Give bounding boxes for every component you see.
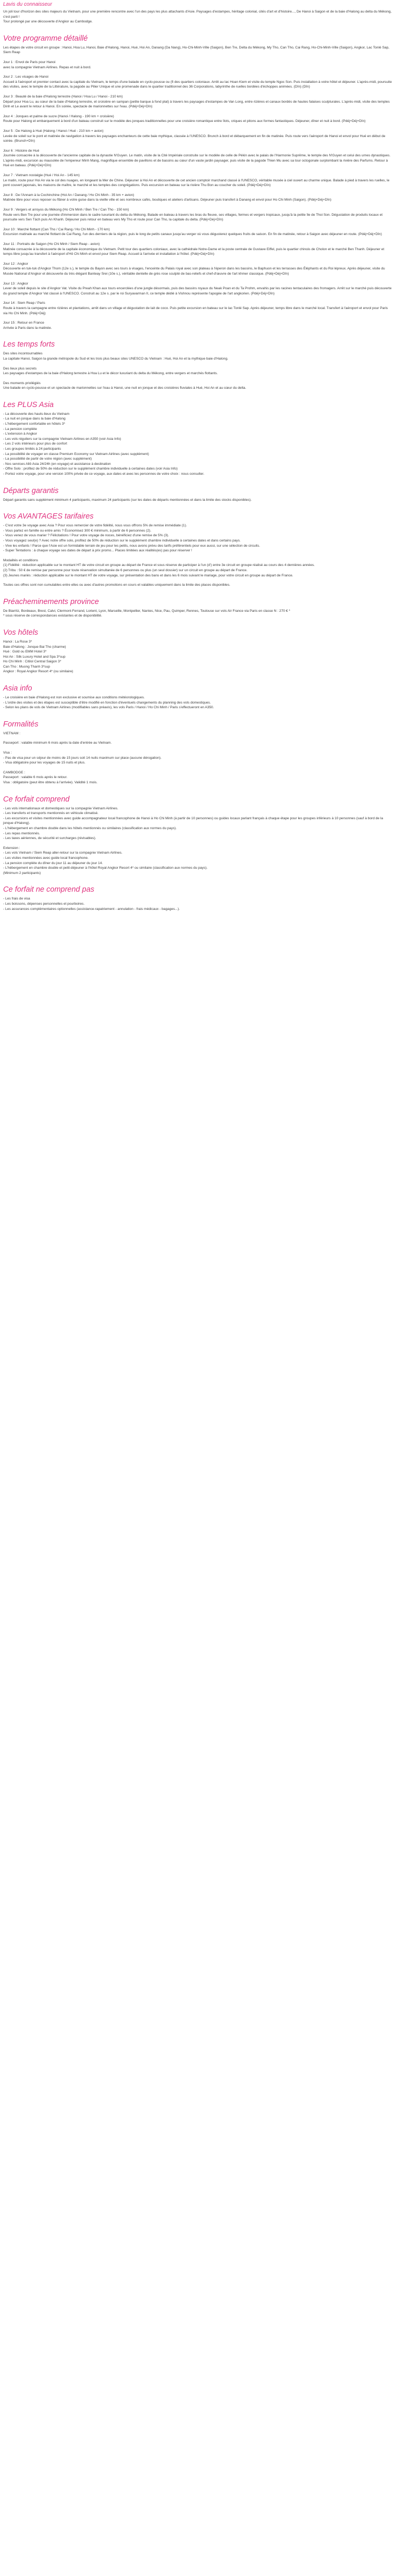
paragraph: [3, 207, 392, 223]
text-line: Hoi An : Silk Luxury Hotel and Spa 3*sup: [3, 655, 66, 659]
text-line: Départ pour Hoa Lu, au cœur de la baie d'Halong terrestre, et croisière en sampan (petite barque à fond plat) à travers les paysages d'estampes de Van Long, entre rizières et canaux bordés de hautes falaises sculpturales. L'après-midi, visite des temples Dinh et Le avant le retour à Hanoi. En soirée, spectacle de marionnettes sur l'eau. (Pdéj+Déj+Dîn): [3, 100, 390, 109]
paragraph: [3, 60, 392, 70]
text-line: Départ garantis sans supplément minimum 4 participants, maximum 24 participants (sur les dates de départs mentionnées et dans la limite des stocks disponibles).: [3, 498, 252, 502]
text-line: - La possibilité de voyager en classe Premium Economy sur Vietnam Airlines (avec supplément): [3, 452, 149, 456]
text-line: - Le croisière en baie d'Halong est non exclusive et soumise aux conditions météorologiques.: [3, 696, 145, 700]
text-line: Toutes ces offres sont non cumulables entre elles ou avec d'autres promotions en cours et valables uniquement dans la limite des places disponibles.: [3, 583, 230, 587]
text-line: Jour 15 : Retour en France: [3, 321, 44, 325]
text-line: - Les assurances complémentaires optionnelles (assistance-rapatriement - annulation - frais médicaux - bagages...).: [3, 907, 180, 911]
text-line: - L'hébergement confortable en hôtels 3*: [3, 422, 65, 426]
text-line: - La nuit en jonque dans la baie d'Halong: [3, 417, 66, 421]
section-heading: Les PLUS Asia: [3, 400, 54, 409]
text-line: - Visa obligatoire pour les voyages de 15 nuits et plus.: [3, 761, 85, 765]
paragraph: [3, 149, 392, 168]
text-line: Des sites incontournables: [3, 352, 43, 356]
text-line: - Les 2 vols intérieurs pour plus de confort: [3, 442, 67, 446]
text-line: Jour 12 : Angkor: [3, 262, 29, 266]
text-line: - La pension complète: [3, 427, 37, 431]
text-line: - La pension complète du dîner du jour 11 au déjeuner du jour 14.: [3, 861, 103, 865]
text-line: Can Tho : Muong Thanh 3*sup: [3, 664, 50, 669]
text-line: - L'hébergement en chambre double et petit-déjeuner à l'hôtel Royal Angkor Resort 4* ou similaire (classification aux normes du pays).: [3, 866, 208, 870]
paragraph: [3, 366, 392, 376]
paragraph: [3, 583, 392, 588]
paragraph: [3, 129, 392, 144]
text-line: - Pas de visa pour un séjour de moins de 15 jours soit 14 nuits maximum sur place (aucune dérogation).: [3, 756, 162, 760]
text-line: Jour 14 : Siem Reap / Paris: [3, 301, 45, 305]
text-line: Jour 6 : Histoire de Hué: [3, 149, 40, 153]
text-line: Jour 1 : Envol de Paris pour Hanoi: [3, 60, 56, 64]
text-line: Passeport : valable 6 mois après le retour.: [3, 775, 68, 780]
paragraph: [3, 695, 392, 710]
text-line: Les étapes de votre circuit en groupe : Hanoi, Hoa Lu, Hanoi, Baie d'Halong, Hanoi, Hué, Hoi An, Danang (Da Nang), Ho-Chi-Minh-Ville (Saigon), Ben Tre, Delta du Mékong, My Tho, Can Tho, Cai Rang, Ho-Chi-Minh-Ville (Saigon), Angkor, Lac Tonlé Sap, Siem Reap: [3, 45, 390, 55]
text-line: Accueil à l'aéroport et premier contact avec la capitale du Vietnam, le temps d'une balade en cyclo-pousse ou (fi des quartiers coloniaux. Arrêt au lac Hoan Kiem et visite du temple Ngoc Son. Puis installation à votre hôtel et déjeuner. L'après-midi, poursuite des visites, avec le temple de la Littérature, la pagode au Pilier Unique et une promenade dans le quartier traditionnel des 36 Corporations, labyrinthe de ruelles bordées d'échoppes animées. (Dîn) (Dîn): [3, 80, 392, 89]
text-line: Visa : obligatoire (peut être obtenu à l'arrivée). Validité 1 mois.: [3, 781, 97, 784]
paragraph: [3, 114, 392, 124]
text-line: - Les visites mentionnées avec guide local francophone.: [3, 856, 89, 860]
paragraph: [3, 381, 392, 391]
text-line: - Les groupes limités à 24 participants: [3, 447, 61, 451]
paragraph: [3, 94, 392, 109]
section-heading: Vos hôtels: [3, 628, 39, 637]
text-line: La capitale Hanoi, Saigon la grande métropole du Sud et les trois plus beaux sites UNESCO du Vietnam : Hué, Hoi An et la mythique baie d'Halong.: [3, 356, 228, 361]
text-line: Découverte en tuk-tuk d'Angkor Thom (12e s.), le temple du Bayon avec ses tours à visages, l'enceinte du Palais royal avec son plateau à l'éperon dans les bassins, le Baphuon et les terrasses des Éléphants et du Roi lépreux. Après déjeuner, visite du Musée National d'Angkor et découverte du très élégant Banteay Srei (10e s.), véritable dentelle de grès rose sculpté de bas-reliefs et chef-d'œuvre de l'art khmer classique. (Pdéj+Déj+Dîn): [3, 267, 385, 276]
text-line: Jour 9 : Vergers et arroyos du Mékong (Ho Chi Minh / Ben Tre / Can Tho - 150 km): [3, 208, 129, 212]
text-line: - Portez votre voyage, pour une version 100% privée de ce voyage, aux dates et avec les personnes de votre choix : nous consulter.: [3, 472, 204, 476]
section-heading: Les temps forts: [3, 340, 55, 349]
text-line: - Les taxes aériennes, de sécurité et surcharges (révisables).: [3, 836, 96, 841]
paragraph: [3, 846, 392, 876]
text-line: - La possibilité de partir de votre région (avec supplément): [3, 457, 92, 461]
text-line: - Vous voyagez seul(e) ? Avec notre offre solo, profitez de 50% de réduction sur le supplément chambre individuelle à certaines dates et dans certains pays.: [3, 538, 241, 543]
text-line: (3) Jeunes mariés : réduction applicable sur le montant HT de votre voyage, sur présentation des bans et dans les 6 mois suivant le mariage, pour votre circuit en groupe au départ de France.: [3, 573, 293, 577]
paragraph: [3, 770, 392, 785]
paragraph: [3, 412, 392, 477]
text-line: - L'extension à Angkor: [3, 432, 38, 436]
text-line: Jour 3 : Beauté de la baie d'Halong terrestre (Hanoi / Hoa Lu / Hanoi - 210 km): [3, 94, 123, 98]
text-line: Jour 8 : De l'Annam à la Cochinchine (Hoi An / Danang / Ho Chi Minh - 35 km + avion): [3, 193, 134, 197]
text-line: Matinée consacrée à la découverte de la capitale économique du Vietnam. Petit tour des quartiers coloniaux, avec la cathédrale Notre-Dame et la poste centrale de Gustave Eiffel, puis le quartier chinois de Cholon et le marché Ben Thanh. Déjeuner et temps libre jusqu'au transfert à l'aéroport d'Hô Chi Minh et envol pour Siem Reap. Accueil à l'arrivée et installation à l'hôtel. (Pdéj+Déj+Dîn): [3, 247, 385, 256]
text-line: - Les repas mentionnés.: [3, 831, 40, 835]
paragraph: [3, 281, 392, 297]
text-line: Arrivée à Paris dans la matinée.: [3, 326, 52, 330]
text-line: - Les frais de visa: [3, 897, 30, 901]
text-line: Hanoi : La Rose 3*: [3, 639, 32, 644]
paragraph: [3, 321, 392, 330]
text-line: Jour 4 : Jonques et palme de sucre (Hanoi / Halong - 190 km + croisière): [3, 114, 114, 118]
text-line: Levée de soleil sur le pont et matinée de navigation à travers les paysages enchanteurs de cette baie mythique, classée à l'UNESCO. Brunch à bord et débarquement en fin de matinée. Puis route vers l'aéroport de Hanoi et envol pour Hué en début de soirée. (Brunch+Dîn): [3, 134, 386, 143]
paragraph: [3, 75, 392, 90]
text-line: Route à travers la campagne entre rizières et plantations, arrêt dans un village et dégustation de lait de coco. Puis petite excursion en bateau sur le lac Tonlé Sap. Après déjeuner, temps libre dans le marché local. Transfert à l'aéroport et envol pour Paris via Ho Chi Minh. (Pdéj+Déj): [3, 306, 388, 315]
text-line: - Les boissons, dépenses personnelles et pourboires.: [3, 902, 85, 906]
paragraph: [3, 262, 392, 277]
paragraph: [3, 173, 392, 188]
text-line: De Biarritz, Bordeaux, Brest, Calvi, Clermont-Ferrand, Lorient, Lyon, Marseille, Montpellier, Nantes, Nice, Pau, Quimper, Rennes, Toulouse sur vols Air France via Paris en classe N : 270 € *: [3, 609, 290, 613]
section-heading: Ce forfait comprend: [3, 795, 70, 804]
text-line: Ho Chi Minh : Citilol Central Saigon 3*: [3, 660, 61, 664]
text-line: Route pour Halong et embarquement à bord d'un bateau construit sur le modèle des jonques traditionnelles pour une croisière romantique entre îlots, criques et pitons aux formes fantastiques. Déjeuner, dîner et nuit à bord. (Pdéj+Déj+Dîn): [3, 119, 366, 124]
section-heading: Préacheminements province: [3, 597, 99, 606]
text-line: Jour 10 : Marché flottant (Can Tho / Cai Rang / Ho Chi Minh - 170 km): [3, 227, 110, 231]
paragraph: [3, 731, 392, 736]
section-heading: Asia info: [3, 684, 32, 693]
text-line: avec la compagnie Vietnam Airlines. Repas et nuit à bord.: [3, 65, 91, 69]
text-line: VIETNAM :: [3, 731, 20, 735]
text-line: Des moments privilégiés: [3, 381, 41, 385]
text-line: - Les excursions et visites mentionnées avec guide accompagnateur local francophone de Hanoi à Ho Chi Minh (à partir de 10 personnes) ou guides locaux parlant français à chaque étape pour les groupes inférieurs à 10 personnes (sauf à bord de la jonque d'Halong).: [3, 816, 384, 825]
text-line: Passeport : valable minimum 6 mois après la date d'entrée au Vietnam.: [3, 741, 112, 745]
section-heading: Vos AVANTAGES tarifaires: [3, 512, 94, 521]
paragraph: [3, 193, 392, 203]
text-line: - Les vols internationaux et domestiques sur la compagnie Vietnam Airlines.: [3, 806, 118, 810]
text-line: Une balade en cyclo-pousse et un spectacle de marionnettes sur l'eau à Hanoi, une nuit en jonque et des croisières fluviales à Hué, Hoi An et au cœur du delta.: [3, 386, 246, 390]
text-line: - Vive les enfants ! Parce que l'Asie est un formidable terrain de jeu pour les petits, nous avons prévu des tarifs préférentiels pour eux aussi, sur une sélection de circuits.: [3, 544, 260, 548]
text-line: - C'est votre 3e voyage avec Asia ? Pour vous remercier de votre fidélité, nous vous offrons 5% de remise immédiate (1).: [3, 524, 187, 528]
text-line: - Super Tentations : à chaque voyage ses dates de départ à prix promo... Places limitées aux réalités(es) pas pour réserver !: [3, 549, 192, 553]
text-line: Angkor : Royal Angkor Resort 4* (ou similaire): [3, 670, 73, 674]
text-line: * sous réserve de correspondances existantes et de disponibilité.: [3, 614, 102, 618]
text-line: Hué : Gold ou EMM Hotel 3*: [3, 650, 47, 654]
paragraph: [3, 896, 392, 911]
paragraph: [3, 9, 392, 24]
text-line: - Les vols Vietnam / Siem Reap aller-retour sur la compagnie Vietnam Airlines.: [3, 851, 122, 855]
paragraph: [3, 301, 392, 316]
text-line: - L'hébergement en chambre double dans les hôtels mentionnés ou similaires (classification aux normes du pays).: [3, 826, 177, 830]
section-heading: Ce forfait ne comprend pas: [3, 885, 94, 894]
text-line: - Vous venez de vous marier ? Félicitations ! Pour votre voyage de noces, bénéficiez d'une remise de 5% (3).: [3, 534, 169, 538]
paragraph: [3, 741, 392, 746]
text-line: Jour 13 : Angkor: [3, 281, 29, 286]
text-line: Matinée libre pour vous reposer ou flâner à votre guise dans la vieille ville et ses nombreux cafés, boutiques et ateliers d'artisans. Déjeuner puis transfert à Danang et envol pour Ho Chi Minh (Saigon). (Pdéj+Déj+Dîn): [3, 198, 331, 202]
paragraph: [3, 242, 392, 257]
text-line: Extension :: [3, 846, 20, 850]
section-heading: Formalités: [3, 720, 39, 729]
text-line: - L'ordre des visites et des étapes est susceptible d'être modifié en fonction d'éventuels changements du planning des vols domestiques.: [3, 700, 211, 705]
text-line: Modalités et conditions: [3, 558, 39, 562]
section-heading: Lavis du connaisseur: [3, 2, 52, 7]
paragraph: [3, 806, 392, 841]
text-line: Un joli tour d'horizon des sites majeurs du Vietnam, pour une première rencontre avec l'un des pays les plus attachants d'Asie. Paysages d'estampes, héritage colonial, cités d'art et d'histoire..., De Hanoi à Saigon et de la baie d'Halong au delta du Mékong, c'est parti !: [3, 10, 392, 19]
text-line: Visa :: [3, 751, 12, 755]
paragraph: [3, 351, 392, 361]
text-line: (Minimum 2 participants): [3, 871, 41, 875]
text-line: - Offre Solo : profitez de 50% de réduction sur le supplément chambre individuelle à certaines dates (voir Asia Info): [3, 467, 178, 471]
paragraph: [3, 523, 392, 553]
text-line: - Vous partez en famille ou entre amis ? Économisez 300 € minimum, à partir de 6 personnes (2).: [3, 528, 152, 533]
text-line: (2) Tribu : 50 € de remise par personne pour toute réservation simultanée de 6 personnes ou plus (un seul dossier) sur un circuit en groupe au départ de France.: [3, 568, 248, 572]
paragraph: [3, 750, 392, 766]
text-line: CAMBODGE :: [3, 770, 26, 774]
text-line: Lever de soleil depuis le site d'Angkor Vat. Visite du Preah Khan aux tours encerclées d'une jungle désormais, puis des bassins royaux du Neak Poan et du Ta Prohm, envahis par les racines tentaculaires des fromagers. Arrêt sur le marché puis découverte du grand temple d'Angkor Vat classé à l'UNESCO. Construit au 12e s. par le roi Suryavarman II, ce temple dédié à Vishnou représente l'apogée de l'art angkorien. (Pdéj+Déj+Dîn): [3, 287, 392, 295]
paragraph: [3, 498, 392, 503]
paragraph: [3, 558, 392, 578]
text-line: Jour 7 : Vietnam nostalgie (Hué / Hoi An - 145 km): [3, 174, 80, 178]
section-heading: Départs garantis: [3, 486, 59, 495]
text-line: Les paysages d'estampes de la baie d'Halong terrestre à Hoa Lu et le décor luxuriant du delta du Mékong, entre vergers et marchés flottants.: [3, 372, 218, 376]
text-line: - La découverte des hauts-lieux du Vietnam: [3, 412, 70, 416]
text-line: Tour prolongé par une découverte d'Angkor au Cambodge.: [3, 20, 93, 24]
text-line: Jour 11 : Portraits de Saigon (Ho Chi Minh / Siem Reap - avion): [3, 242, 100, 246]
text-line: Le matin, route pour Hoi An via le col des nuages, en longeant la Mer de Chine. Déjeuner à Hoi An et découverte de cet ancien comptoir marchand classé à l'UNESCO, véritable musée à ciel ouvert au charme unique. Balade à pied à travers les ruelles, le pont couvert japonais, les maisons de maître, le marché et les temples des congrégations. Puis excursion en bateau sur la rivière Thu Bon au coucher du soleil. (Pdéj+Déj+Dîn): [3, 178, 390, 188]
text-line: - Les vols réguliers sur la compagnie Vietnam Airlines en A350 (voir Asia Info): [3, 437, 121, 441]
section-heading: Votre programme détaillé: [3, 34, 88, 43]
text-line: Route vers Ben Tre pour une journée d'immersion dans le cadre luxuriant du delta du Mékong. Balade en bateau à travers les bras du fleuve, ses villages, fermes et vergers tropicaux, jusqu'à la petite île de Thoi Son. Dégustation de produits locaux et poursuite vers Sen Tách puis An Khanh. Déjeuner puis retour en bateau vers My Tho et route pour Can Tho, la capitale du delta. (Pdéj+Déj+Dîn): [3, 213, 383, 222]
text-line: - Selon les plans de vols de Vietnam Airlines (modifiables sans préavis), les vols Paris / Hanoi / Ho Chi Minh / Paris s'effectueront en A350.: [3, 706, 214, 710]
text-line: - Les transferts et transports mentionnés en véhicule climatisé.: [3, 811, 98, 816]
text-line: Jour 2 : Les visages de Hanoi: [3, 75, 48, 79]
paragraph: [3, 45, 392, 55]
document-page: [0, 0, 395, 921]
paragraph: [3, 609, 392, 619]
paragraph: [3, 227, 392, 237]
text-line: - Nos services Allô Asia 24/24h (en voyage) et assistance à destination: [3, 462, 111, 466]
text-line: Baie d'Halong : Jonque Bai Tho (charme): [3, 645, 66, 649]
text-line: Journée consacrée à la découverte de l'ancienne capitale de la dynastie N'Guyen. Le matin, visite de la Cité Impériale construite sur le modèle de celle de Pékin avec le palais de l'Harmonie Suprême, le temple des N'Guyen et celui des urnes dynastiques. L'après-midi, excursion au mausolée de l'empereur Minh Mang, magnifique ensemble de pavillons et de bassins au cœur d'un vaste jardin paysager, puis visite de la pagode Thien Mu avec sa tour octogonale surplombant la rivière des Parfums. Retour à Hué en bateau. (Pdéj+Déj+Dîn): [3, 154, 391, 168]
text-line: Des lieux plus secrets: [3, 366, 37, 371]
paragraph: [3, 639, 392, 674]
text-line: (1) Fidélité : réduction applicable sur le montant HT de votre circuit en groupe au départ de France et sous réserve de participer à l'un (d') entre 3e circuit en groupe réalisé au cours des 4 dernières années.: [3, 563, 315, 568]
text-line: Jour 5 : De Halong à Hué (Halong / Hanoi / Hué - 210 km + avion): [3, 129, 104, 133]
text-line: Excursion matinale au marché flottant de Cai Rang, l'un des derniers de la région, puis le long de petits canaux jusqu'au verger où vous dégusterez quelques fruits de saison. En fin de matinée, retour à Saigon avec déjeuner en route. (Pdéj+Déj+Dîn): [3, 232, 382, 237]
